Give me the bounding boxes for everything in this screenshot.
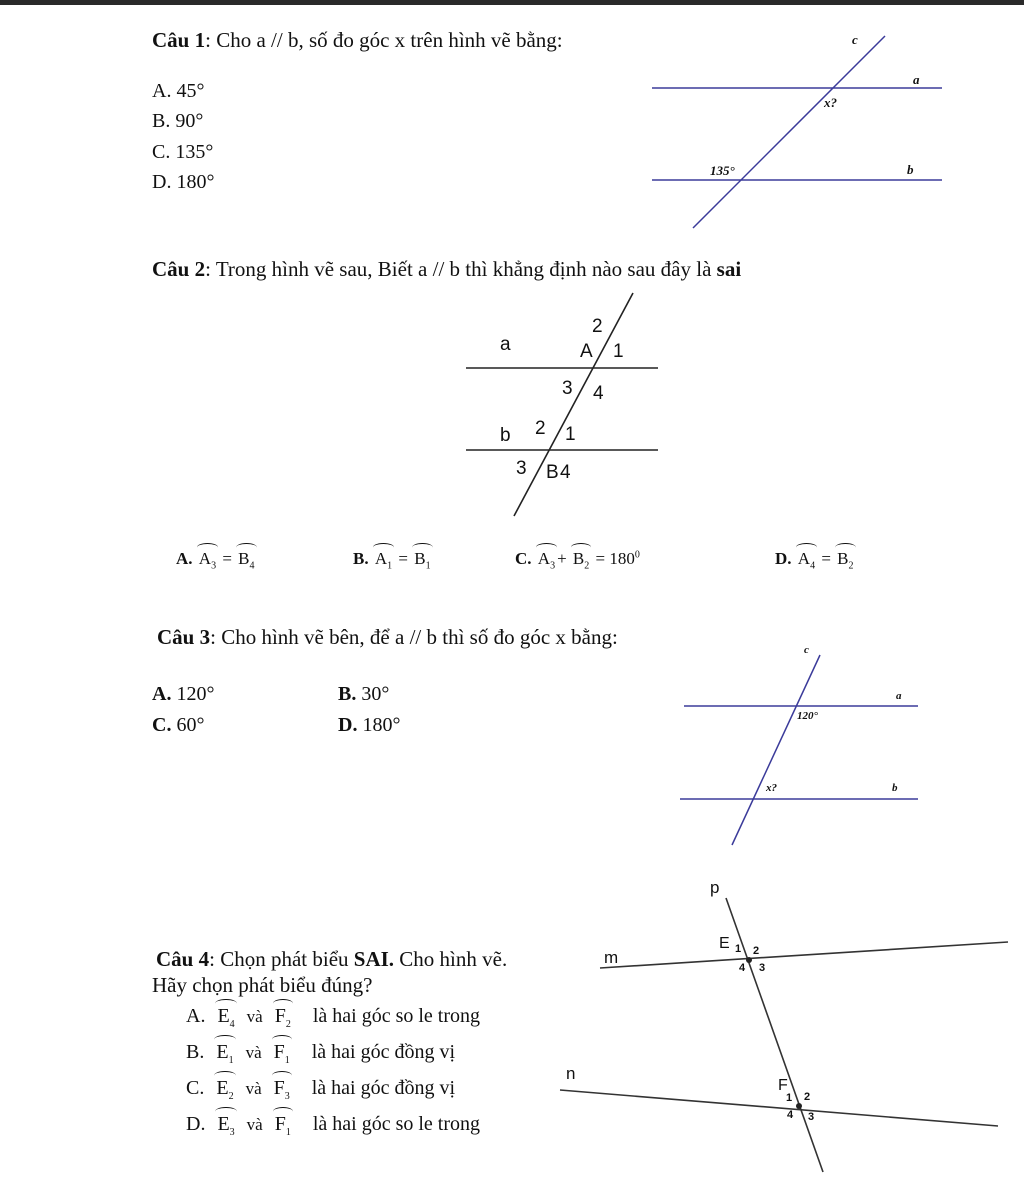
q2-label-a: a bbox=[500, 334, 511, 355]
q4-angle-e2: 2 bbox=[753, 945, 760, 957]
q4-option-d[interactable]: D. $E_3$ và $F_1$ là hai góc so le trong bbox=[186, 1113, 481, 1138]
q2-label-b: b bbox=[500, 425, 511, 446]
question-4-line2: Hãy chọn phát biểu đúng? bbox=[152, 973, 373, 997]
q2-angle-b1: 1 bbox=[565, 424, 576, 445]
q4-option-c[interactable]: C. $E_2$ và $F_3$ là hai góc đồng vị bbox=[186, 1077, 456, 1102]
q4-line-n bbox=[560, 1090, 998, 1126]
q1-label-x: x? bbox=[824, 95, 837, 110]
q4-point-f-dot bbox=[796, 1103, 802, 1109]
q4-angle-e3: 3 bbox=[759, 962, 766, 974]
q4-angle-e1: 1 bbox=[735, 943, 742, 955]
q4-label-p: p bbox=[710, 878, 720, 897]
q3-label-x: x? bbox=[766, 782, 777, 794]
q3-option-b[interactable]: B. 30° bbox=[338, 683, 390, 705]
q3-option-a[interactable]: A. 120° bbox=[152, 683, 215, 705]
q2-point-b: B bbox=[546, 462, 559, 483]
q2-option-a[interactable]: A. $A_3 = B_4$ bbox=[176, 549, 255, 572]
q1-label-a: a bbox=[913, 72, 920, 87]
q1-option-c[interactable]: C. 135° bbox=[152, 141, 214, 163]
q1-label-b: b bbox=[907, 162, 914, 177]
q3-label-a: a bbox=[896, 690, 902, 702]
q2-angle-a1: 1 bbox=[613, 341, 624, 362]
q3-label-angle: 120° bbox=[797, 710, 818, 722]
q1-option-a[interactable]: A. 45° bbox=[152, 80, 205, 102]
q2-option-b[interactable]: B. $A_1 = B_1$ bbox=[353, 549, 431, 572]
q4-angle-f3: 3 bbox=[808, 1111, 815, 1123]
q2-angle-b3: 3 bbox=[516, 458, 527, 479]
q4-angle-f4: 4 bbox=[787, 1109, 794, 1121]
q4-angle-f2: 2 bbox=[804, 1091, 811, 1103]
q3-option-d[interactable]: D. 180° bbox=[338, 714, 401, 736]
q1-option-b[interactable]: B. 90° bbox=[152, 110, 204, 132]
q4-option-a[interactable]: A. $E_4$ và $F_2$ là hai góc so le trong bbox=[186, 1005, 481, 1030]
q4-point-e-dot bbox=[746, 957, 752, 963]
q2-angle-a4: 4 bbox=[593, 383, 604, 404]
q1-label-angle: 135° bbox=[710, 163, 735, 178]
q3-label-c: c bbox=[804, 644, 809, 656]
q2-option-c[interactable]: C. $A_3 + B_2 = 180^0$ bbox=[515, 549, 640, 572]
q3-option-c[interactable]: C. 60° bbox=[152, 714, 205, 736]
q4-line-p bbox=[726, 898, 823, 1172]
q1-label-c: c bbox=[852, 32, 858, 47]
q2-angle-b2: 2 bbox=[535, 418, 546, 439]
q2-point-a: A bbox=[580, 341, 593, 362]
q4-point-e: E bbox=[719, 935, 730, 952]
q2-angle-a2: 2 bbox=[592, 316, 603, 337]
q4-angle-f1: 1 bbox=[786, 1092, 793, 1104]
q4-label-n: n bbox=[566, 1064, 576, 1083]
q1-option-d[interactable]: D. 180° bbox=[152, 171, 215, 193]
q4-angle-e4: 4 bbox=[739, 962, 746, 974]
q2-angle-a3: 3 bbox=[562, 378, 573, 399]
question-4-text: Câu 4: Chọn phát biểu SAI. Cho hình vẽ. bbox=[156, 947, 508, 971]
question-2-text: Câu 2: Trong hình vẽ sau, Biết a // b thì khẳng định nào sau đây là sai bbox=[152, 257, 742, 281]
q4-option-b[interactable]: B. $E_1$ và $F_1$ là hai góc đồng vị bbox=[186, 1041, 456, 1066]
q4-point-f: F bbox=[778, 1077, 788, 1094]
q2-angle-b4: 4 bbox=[560, 462, 571, 483]
q4-line-m bbox=[600, 942, 1008, 968]
q2-option-d[interactable]: D. $A_4 = B_2$ bbox=[775, 549, 854, 572]
q3-label-b: b bbox=[892, 782, 898, 794]
q4-label-m: m bbox=[604, 948, 619, 967]
question-1-text: Câu 1: Cho a // b, số đo góc x trên hình vẽ bằng: bbox=[152, 28, 563, 52]
question-3-text: Câu 3: Cho hình vẽ bên, để a // b thì số đo góc x bằng: bbox=[157, 625, 618, 649]
